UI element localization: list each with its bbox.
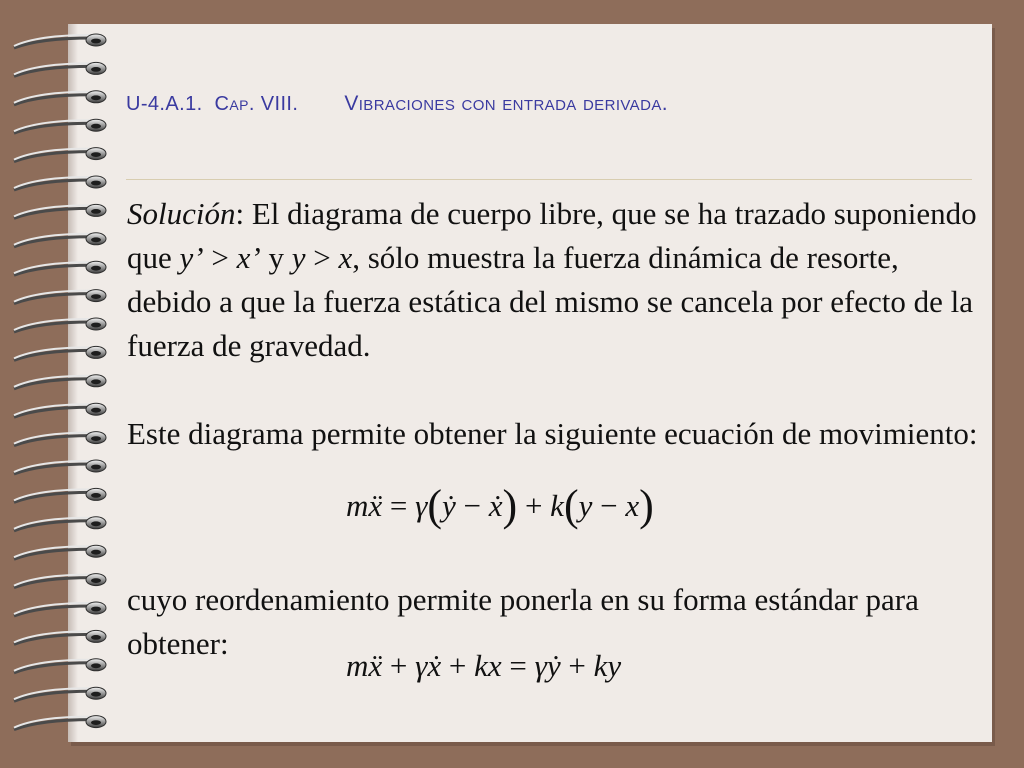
eq1-minus: −	[592, 488, 626, 523]
eq2-gamma: γ	[415, 648, 428, 683]
eq1-k: k	[550, 488, 564, 523]
binding-coil	[14, 261, 106, 275]
eq1-x: x	[625, 488, 640, 523]
binding-coil	[14, 574, 106, 588]
eq2-lhs: mẍ	[346, 648, 383, 683]
eq1-minus: −	[455, 488, 489, 523]
math-x-prime: x’	[236, 240, 261, 275]
eq1-plus: +	[517, 488, 551, 523]
math-y: y	[291, 240, 306, 275]
solution-text-2: >	[203, 240, 237, 275]
equation-motion	[346, 480, 654, 531]
binding-coil	[14, 148, 106, 162]
eq2-xdot: ẋ	[427, 648, 442, 683]
binding-coil	[14, 716, 106, 730]
header-code: U-4.A.1.	[126, 93, 203, 115]
eq1-paren: (	[427, 481, 443, 530]
binding-coil	[14, 62, 106, 76]
solution-text-5: , sólo muestra la fuerza dinámica de resorte, debido a que la fuerza estática del mismo se cancela por efecto de la fuerza de gravedad.	[127, 240, 974, 363]
eq2-equals: =	[501, 648, 535, 683]
binding-coil	[14, 488, 106, 502]
eq2-gamma: γ	[534, 648, 547, 683]
slide-header	[126, 92, 966, 116]
binding-coil	[14, 517, 106, 531]
spiral-binding	[0, 0, 120, 768]
binding-coil	[14, 204, 106, 218]
eq1-equals: =	[382, 488, 416, 523]
binding-coil	[14, 545, 106, 559]
eq1-lhs: mẍ	[346, 488, 383, 523]
math-x: x	[338, 240, 353, 275]
header-chapter: Cap. VIII.	[214, 93, 299, 115]
binding-coil	[14, 659, 106, 673]
eq1-xdot: ẋ	[488, 488, 503, 523]
eq2-y: y	[607, 648, 622, 683]
header-title: Vibraciones con entrada derivada.	[344, 92, 668, 115]
eq1-paren: (	[563, 481, 579, 530]
math-y-prime: y’	[179, 240, 204, 275]
eq2-x: x	[487, 648, 502, 683]
binding-coil	[14, 403, 106, 417]
paragraph-reorder: cuyo reordenamiento permite ponerla en su forma estándar para obtener:	[127, 582, 919, 661]
solution-text-4: >	[305, 240, 339, 275]
binding-coil	[14, 375, 106, 389]
eq2-k: k	[474, 648, 488, 683]
binding-coil	[14, 119, 106, 133]
paragraph-solution	[127, 192, 987, 368]
binding-coil	[14, 432, 106, 446]
eq1-paren: )	[502, 481, 518, 530]
binding-coil	[14, 630, 106, 644]
eq2-k: k	[593, 648, 608, 683]
binding-coil	[14, 91, 106, 105]
eq1-gamma: γ	[415, 488, 428, 523]
eq1-paren: )	[639, 481, 654, 530]
paragraph-diagram: Este diagrama permite obtener la siguiente ecuación de movimiento:	[127, 416, 978, 451]
binding-coil	[14, 34, 106, 48]
equation-standard-form	[346, 648, 621, 684]
binding-coil	[14, 176, 106, 190]
solution-text-1: : El diagrama de cuerpo libre, que se ha trazado suponiendo que	[127, 196, 977, 275]
eq1-ydot: ẏ	[442, 488, 456, 523]
eq2-plus: +	[560, 648, 594, 683]
binding-coil	[14, 346, 106, 360]
binding-coil	[14, 318, 106, 332]
eq2-plus: +	[441, 648, 475, 683]
eq2-ydot: ẏ	[546, 648, 561, 683]
binding-coil	[14, 602, 106, 616]
binding-coil	[14, 687, 106, 701]
eq2-plus: +	[382, 648, 416, 683]
binding-coil	[14, 460, 106, 474]
solution-label: Solución	[127, 196, 236, 231]
notebook-page	[68, 24, 992, 742]
binding-coil	[14, 233, 106, 247]
binding-coil	[14, 290, 106, 304]
eq1-y: y	[578, 488, 593, 523]
solution-text-3: y	[260, 240, 292, 275]
header-rule	[126, 179, 972, 180]
